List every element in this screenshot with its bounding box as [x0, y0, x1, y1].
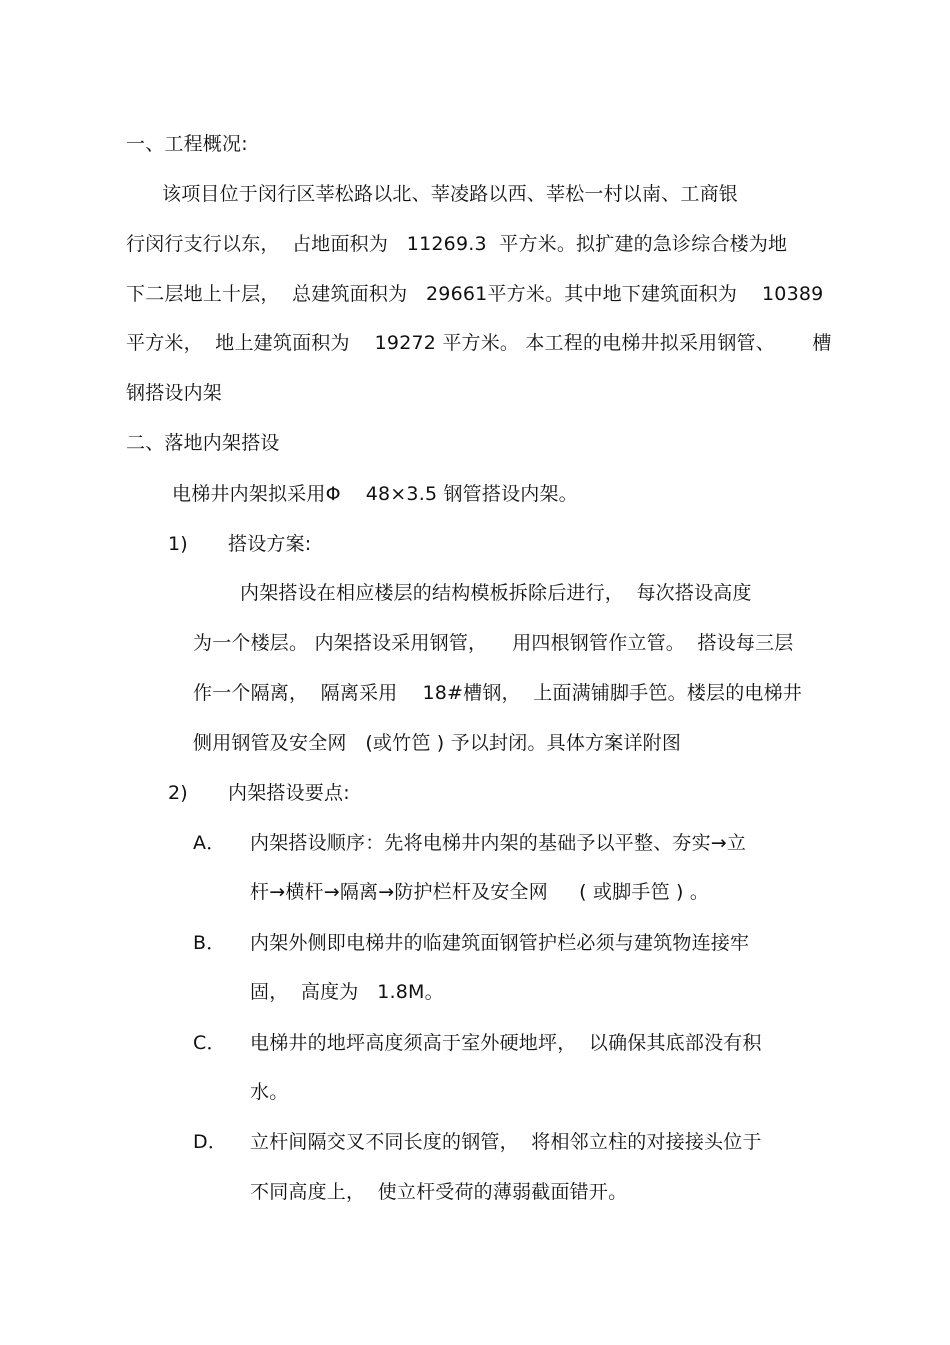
paragraph-line: 行闵行支行以东， 占地面积为 11269.3 平方米。拟扩建的急诊综合楼为地: [126, 233, 788, 255]
item-1-paragraph-line: 为一个楼层。 内架搭设采用钢管， 用四根钢管作立管。 搭设每三层: [193, 632, 794, 654]
point-c-line: 水。: [250, 1081, 289, 1103]
paragraph-line: 平方米， 地上建筑面积为 19272 平方米。 本工程的电梯井拟采用钢管、 槽: [126, 332, 832, 354]
point-b-line: 内架外侧即电梯井的临建筑面钢管护栏必须与建筑物连接牢: [250, 932, 750, 954]
point-d-line: 立杆间隔交叉不同长度的钢管， 将相邻立柱的对接接头位于: [250, 1131, 762, 1153]
section-1-heading: 一、工程概况:: [126, 133, 248, 155]
item-2-title: 内架搭设要点:: [228, 782, 350, 804]
point-c-label: C．: [193, 1032, 226, 1054]
point-a-line: 杆→横杆→隔离→防护栏杆及安全网 ( 或脚手笆 ) 。: [250, 881, 710, 903]
item-1-paragraph-line: 内架搭设在相应楼层的结构模板拆除后进行， 每次搭设高度: [240, 582, 752, 604]
paragraph-line: 下二层地上十层， 总建筑面积为 29661平方米。其中地下建筑面积为 10389: [126, 283, 824, 305]
point-a-line: 内架搭设顺序：先将电梯井内架的基础予以平整、夯实→立: [250, 832, 747, 854]
point-c-line: 电梯井的地坪高度须高于室外硬地坪， 以确保其底部没有积: [250, 1032, 762, 1054]
paragraph-line: 该项目位于闵行区莘松路以北、莘凌路以西、莘松一村以南、工商银: [162, 183, 739, 205]
item-1-paragraph-line: 作一个隔离， 隔离采用 18#槽钢， 上面满铺脚手笆。楼层的电梯井: [193, 682, 803, 704]
item-1-title: 搭设方案:: [228, 533, 312, 555]
point-b-line: 固， 高度为 1.8M。: [250, 981, 444, 1003]
item-1-paragraph-line: 侧用钢管及安全网 (或竹笆 ) 予以封闭。具体方案详附图: [193, 732, 682, 754]
item-2-number: 2): [168, 782, 188, 804]
point-d-line: 不同高度上， 使立杆受荷的薄弱截面错开。: [250, 1181, 628, 1203]
point-b-label: B．: [193, 932, 226, 954]
paragraph-line: 钢搭设内架: [126, 382, 223, 404]
item-1-number: 1): [168, 533, 188, 555]
point-d-label: D．: [193, 1131, 228, 1153]
section-2-heading: 二、落地内架搭设: [126, 432, 280, 454]
point-a-label: A．: [193, 832, 226, 854]
section-2-intro: 电梯井内架拟采用Φ 48×3.5 钢管搭设内架。: [172, 483, 578, 505]
